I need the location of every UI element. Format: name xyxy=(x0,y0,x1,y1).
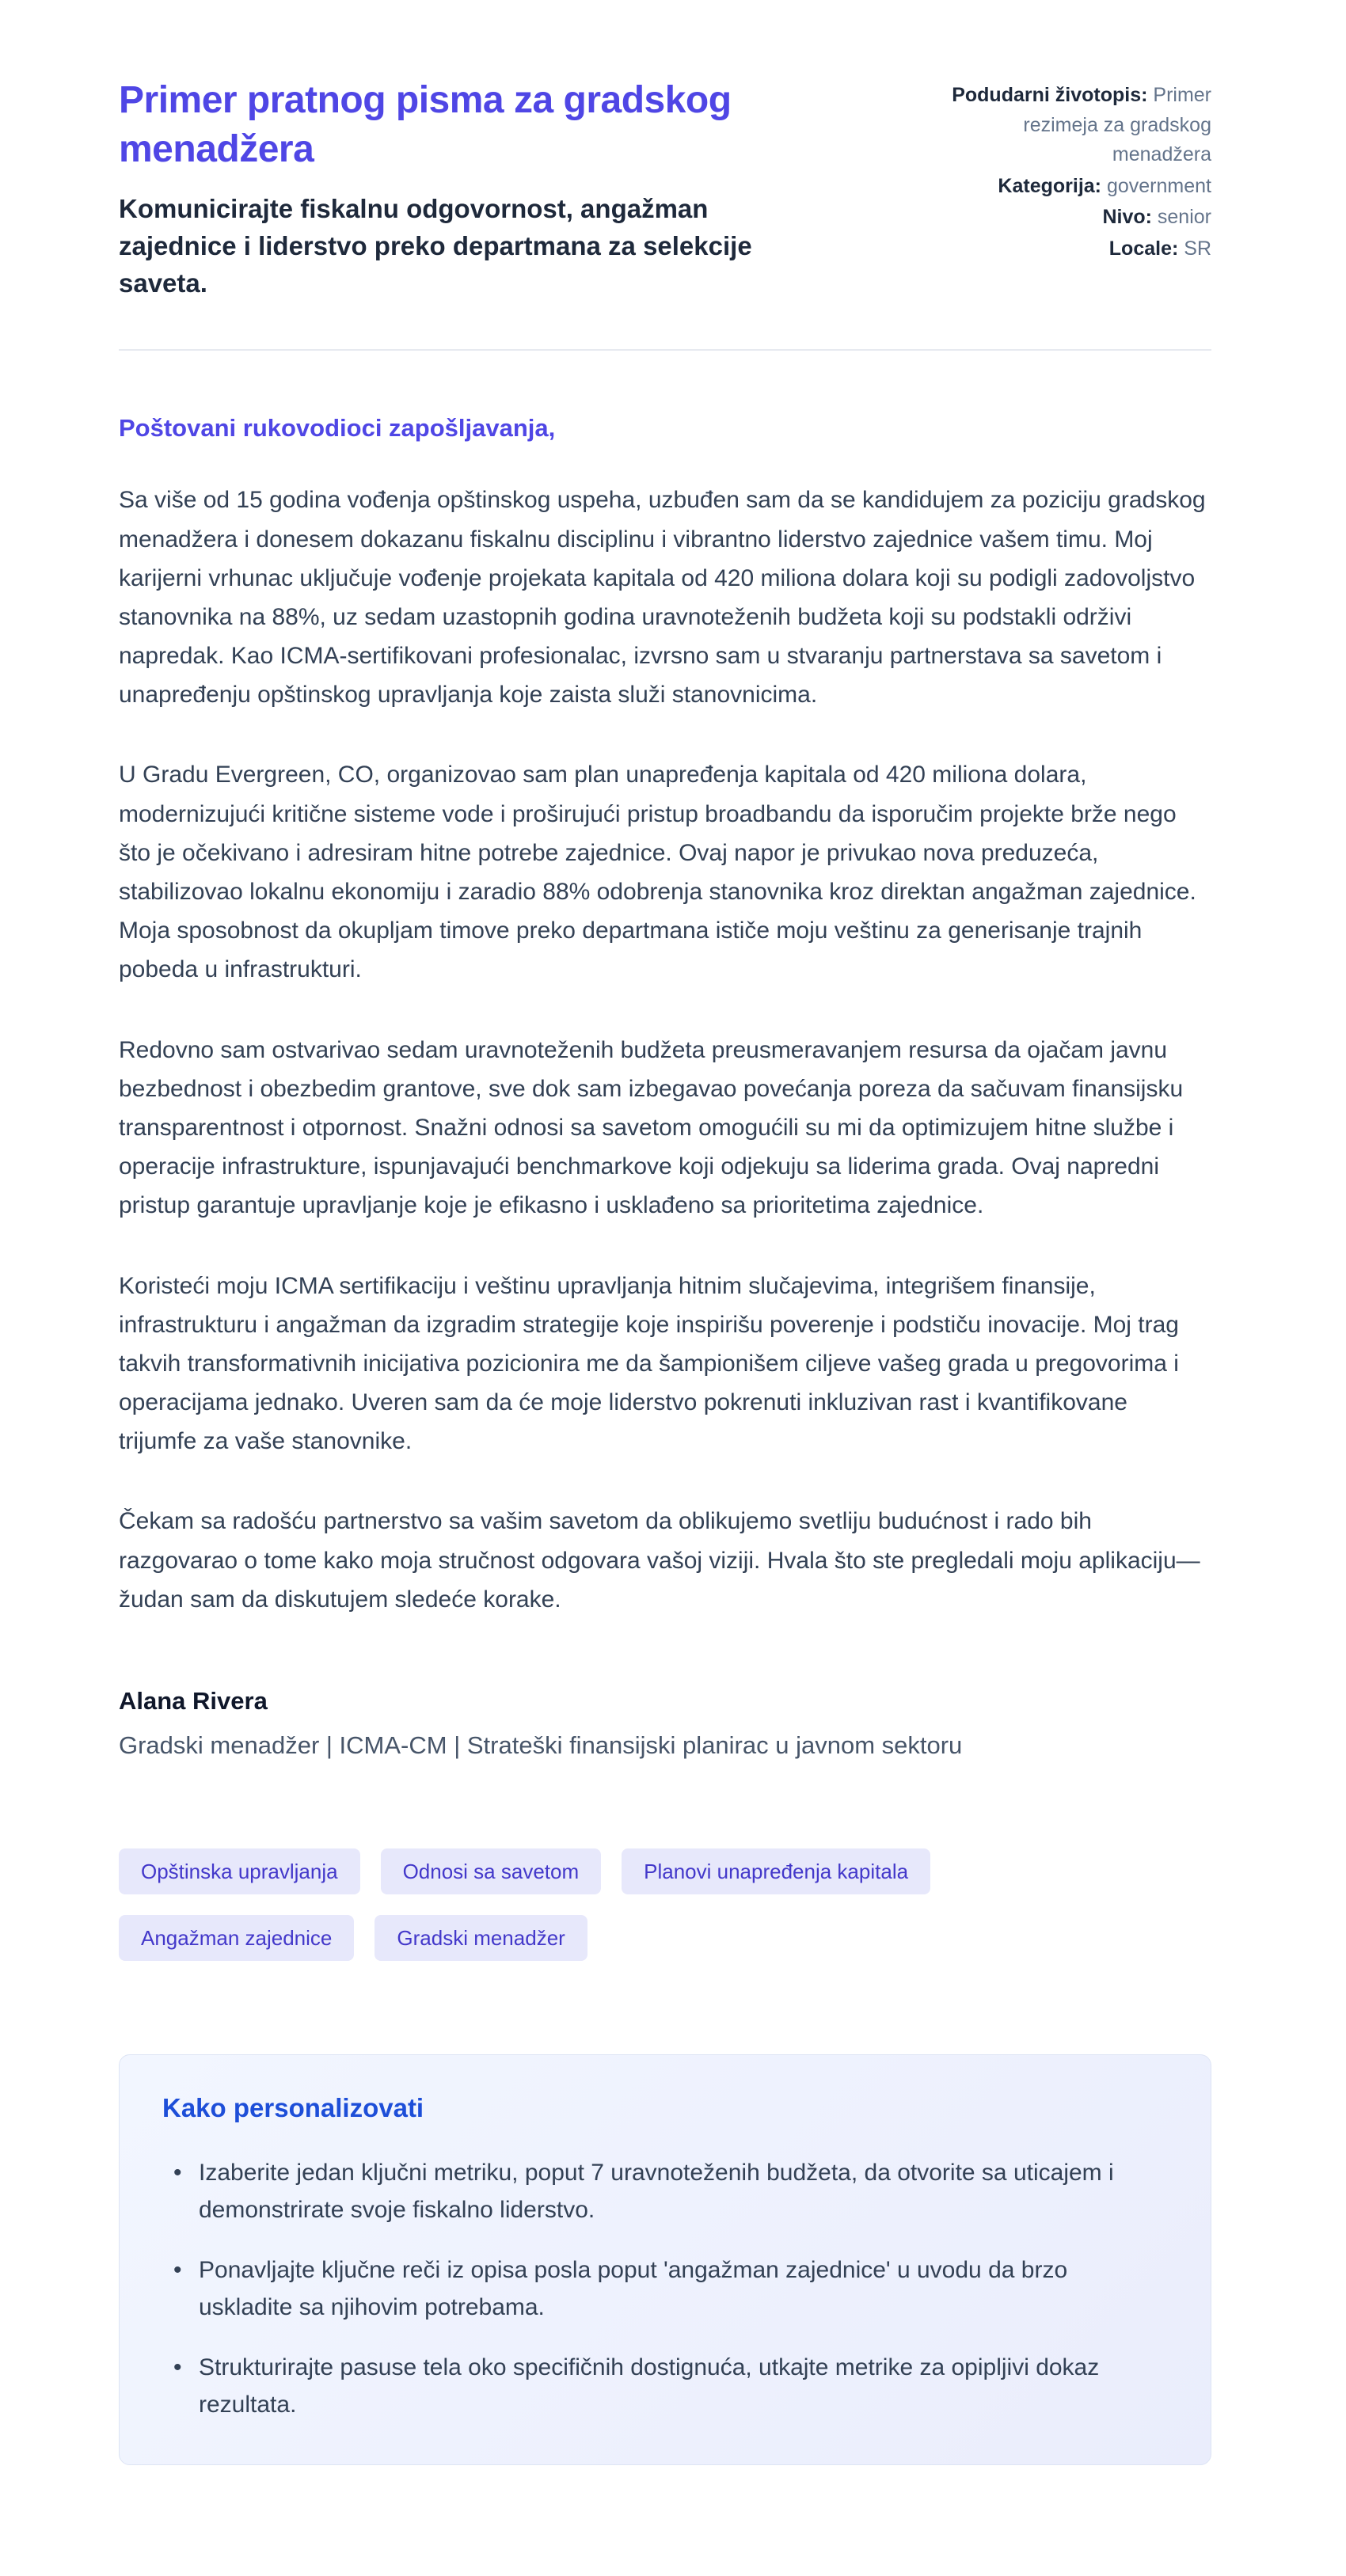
tag-chip[interactable]: Opštinska upravljanja xyxy=(119,1848,360,1894)
letter-paragraph: Redovno sam ostvarivao sedam uravnoteženih budžeta preusmeravanjem resursa da ojačam javnu bezbednost i obezbedim grantove, sve dok sam izbegavao povećanja poreza da sačuvam finansijsku transparentnost i otpornost. Snažni odnosi sa savetom omogućili su mi da optimizujem hitne službe i operacije infrastrukture, ispunjavajući benchmarkove koji odjekuju sa liderima grada. Ovaj napredni pristup garantuje upravljanje koje je efikasno i usklađeno sa prioritetima zajednice. xyxy=(119,1036,1184,1219)
meta-item-category xyxy=(934,172,1211,202)
tag-chip[interactable]: Gradski menadžer xyxy=(375,1915,587,1961)
meta-value: SR xyxy=(1184,237,1211,260)
tips-list xyxy=(162,2155,1168,2423)
tags-list xyxy=(119,1848,1132,1961)
salutation: Poštovani rukovodioci zapošljavanja, xyxy=(119,414,556,443)
page-title: Primer pratnog pisma za gradskog menadžera xyxy=(119,79,732,171)
meta-item-locale xyxy=(934,234,1211,264)
page-subtitle: Komunicirajte fiskalnu odgovornost, angažman zajednice i liderstvo preko departmana za selekcije saveta. xyxy=(119,193,752,298)
meta-item-matching-resume xyxy=(934,81,1211,170)
tip-item: • Strukturirajte pasuse tela oko specifičnih dostignuća, utkajte metrike za opipljivi dokaz rezultata. xyxy=(162,2350,1128,2423)
page-header xyxy=(119,76,1211,302)
meta-value: senior xyxy=(1157,206,1211,228)
tag-chip[interactable]: Planovi unapređenja kapitala xyxy=(622,1848,930,1894)
letter-paragraph: Koristeći moju ICMA sertifikaciju i veštinu upravljanja hitnim slučajevima, integrišem finansije, infrastrukturu i angažman da izgradim strategije koje inspirišu poverenje i podstiču inovacije. Moj trag takvih transformativnih inicijativa pozicionira me da šampionišem ciljeve vašeg grada u pregovorima i operacijama jednako. Uveren sam da će moje liderstvo pokrenuti inkluzivan rast i kvantifikovane trijumfe za vaše stanovnike. xyxy=(119,1272,1179,1455)
tips-box xyxy=(119,2054,1211,2465)
meta-item-level xyxy=(934,203,1211,233)
tips-heading: Kako personalizovati xyxy=(162,2093,424,2123)
tip-item: • Izaberite jedan ključni metriku, poput 7 uravnoteženih budžeta, da otvorite sa uticajem i demonstrirate svoje fiskalno liderstvo. xyxy=(162,2155,1128,2228)
cover-letter-body xyxy=(119,414,1211,1760)
meta-panel xyxy=(934,76,1211,265)
tag-chip[interactable]: Angažman zajednice xyxy=(119,1915,354,1961)
meta-label: Podudarni životopis: xyxy=(952,84,1148,106)
meta-value: Primer rezimeja za gradskog menadžera xyxy=(1023,84,1211,165)
meta-label: Locale: xyxy=(1108,237,1179,260)
divider xyxy=(119,349,1211,351)
letter-paragraph: Čekam sa radošću partnerstvo sa vašim savetom da oblikujemo svetliju budućnost i rado bih razgovarao o tome kako moja stručnost odgovara vašoj viziji. Hvala što ste pregledali moju aplikaciju—žudan sam da diskutujem sledeće korake. xyxy=(119,1508,1200,1613)
meta-value: government xyxy=(1106,174,1211,197)
meta-label: Kategorija: xyxy=(998,174,1102,197)
letter-paragraph: U Gradu Evergreen, CO, organizovao sam plan unapređenja kapitala od 420 miliona dolara, modernizujući kritične sisteme vode i proširujući pristup broadbandu da isporučim projekte brže nego što je očekivano i adresiram hitne potrebe zajednice. Ovaj napor je privukao nova preduzeća, stabilizovao lokalnu ekonomiju i zaradio 88% odobrenja stanovnika kroz direktan angažman zajednice. Moja sposobnost da okupljam timove preko departmana ističe moju veštinu za generisanje trajnih pobeda u infrastrukturi. xyxy=(119,762,1196,983)
letter-paragraph: Sa više od 15 godina vođenja opštinskog uspeha, uzbuđen sam da se kandidujem za poziciju gradskog menadžera i donesem dokazanu fiskalnu disciplinu i vibrantno liderstvo zajednice vašem timu. Moj karijerni vrhunac uključuje vođenje projekata kapitala od 420 miliona dolara koji su podigli zadovoljstvo stanovnika na 88%, uz sedam uzastopnih godina uravnoteženih budžeta koji su podstakli održivi napredak. Kao ICMA-sertifikovani profesionalac, izvrsno sam u stvaranju partnerstava sa savetom i unapređenju opštinskog upravljanja koje zaista služi stanovnicima. xyxy=(119,487,1206,709)
meta-label: Nivo: xyxy=(1102,206,1152,228)
tag-chip[interactable]: Odnosi sa savetom xyxy=(381,1848,602,1894)
signature-title: Gradski menadžer | ICMA-CM | Strateški finansijski planirac u javnom sektoru xyxy=(119,1731,963,1760)
signature-name: Alana Rivera xyxy=(119,1687,268,1715)
title-block xyxy=(119,76,816,302)
tip-item: • Ponavljajte ključne reči iz opisa posla poput 'angažman zajednice' u uvodu da brzo uskladite sa njihovim potrebama. xyxy=(162,2252,1128,2326)
